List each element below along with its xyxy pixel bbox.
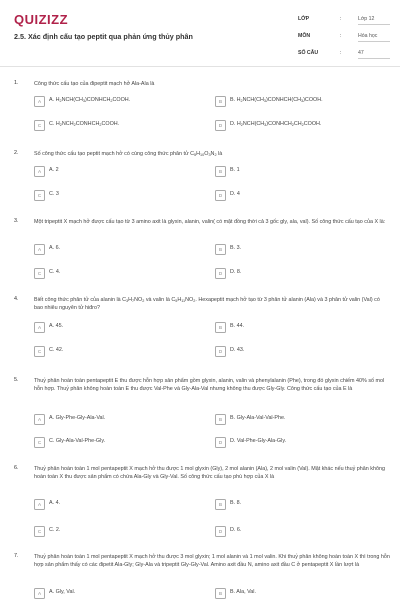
- option-text: A. 2: [49, 167, 59, 173]
- option-letter-box: C: [34, 268, 45, 279]
- option-letter-box: D: [215, 437, 226, 448]
- option-text: D. Val-Phe-Gly-Ala-Gly.: [230, 438, 287, 444]
- option-letter-box: A: [34, 244, 45, 255]
- meta-key: LỚP: [298, 16, 310, 22]
- option-text: A. Gly-Phe-Gly-Ala-Val.: [49, 415, 106, 421]
- answer-option-a[interactable]: [34, 413, 192, 424]
- answer-option-b[interactable]: [215, 498, 373, 509]
- question-text: Công thức cấu tạo của đipeptit mạch hở Ala-Ala là: [34, 81, 155, 87]
- answer-option-c[interactable]: [34, 267, 192, 278]
- question-text: Một tripeptit X mạch hở được cấu tạo từ 3 amino axit là glyxin, alanin, valin( có mặt đồng thời cả 3 gốc gly, ala, val). Số công thức cấu tạo của X là:: [34, 219, 386, 225]
- answer-option-d[interactable]: [215, 525, 373, 536]
- question-text: Biết công thức phân tử của alanin là $C_3H_7NO_2$ và valin là $C_5H_{11}NO_2$. Hexapeptit mạch hở tạo từ 3 phân tử alanin (Ala) và 3 phân tử valin (Val) có bao nhiêu nguyên tử hiđro?: [34, 297, 380, 311]
- question-number: 3.: [14, 218, 19, 224]
- answer-option-c[interactable]: [34, 525, 192, 536]
- answer-option-d[interactable]: [215, 189, 373, 200]
- question-number: 7.: [14, 553, 19, 559]
- answer-option-b[interactable]: [215, 321, 373, 332]
- option-letter-box: D: [215, 268, 226, 279]
- question-number: 2.: [14, 150, 19, 156]
- option-letter-box: B: [215, 588, 226, 599]
- option-text: A. 6.: [49, 245, 61, 251]
- option-letter-box: D: [215, 526, 226, 537]
- option-letter-box: D: [215, 346, 226, 357]
- option-text: A. Gly, Val.: [49, 589, 76, 595]
- option-letter-box: A: [34, 322, 45, 333]
- answer-option-d[interactable]: [215, 119, 373, 130]
- option-letter-box: A: [34, 414, 45, 425]
- option-text: D. 8.: [230, 269, 242, 275]
- option-text: B. 3.: [230, 245, 242, 251]
- option-text: D. 6.: [230, 527, 242, 533]
- page-title: 2.5. Xác định cấu tạo peptit qua phản ứng thủy phân: [14, 32, 193, 41]
- meta-row-class: [298, 10, 390, 27]
- header-divider: [0, 66, 400, 67]
- option-letter-box: C: [34, 120, 45, 131]
- answer-option-b[interactable]: [215, 243, 373, 254]
- meta-row-subject: [298, 27, 390, 44]
- option-letter-box: D: [215, 120, 226, 131]
- question-text: Thuỷ phân hoàn toàn 1 mol pentapeptit X mạch hở thu được 3 mol glyxin; 1 mol alanin và 1 mol valin. Khi thuỷ phân không hoàn toàn X thì trong hỗn hợp sản phẩm thấy có các đipetit Ala-Gly; Gly-Ala và tripeptit Gly-Gly-Val. Amino axit đầu N, amino axit đầu C ở pentapeptit X lần lượt là: [34, 554, 390, 568]
- meta-value: Hóa học: [358, 33, 390, 42]
- answer-option-b[interactable]: [215, 95, 373, 106]
- answer-option-a[interactable]: [34, 165, 192, 176]
- question-number: 4.: [14, 296, 19, 302]
- answer-option-c[interactable]: [34, 189, 192, 200]
- option-letter-box: D: [215, 190, 226, 201]
- meta-colon: :: [340, 50, 342, 56]
- option-letter-box: C: [34, 190, 45, 201]
- option-text: B. 1: [230, 167, 240, 173]
- worksheet-header: [0, 0, 400, 64]
- option-text: B. Ala, Val.: [230, 589, 256, 595]
- answer-option-a[interactable]: [34, 321, 192, 332]
- meta-key: SỐ CÂU: [298, 50, 319, 56]
- quizizz-logo: QUIZIZZ: [14, 12, 69, 27]
- option-letter-box: B: [215, 166, 226, 177]
- meta-colon: :: [340, 33, 342, 39]
- answer-option-a[interactable]: [34, 95, 192, 106]
- option-letter-box: B: [215, 244, 226, 255]
- answer-option-a[interactable]: [34, 243, 192, 254]
- meta-row-question-count: [298, 44, 390, 61]
- question-number: 1.: [14, 80, 19, 86]
- question-text: Số công thức cấu tạo peptit mạch hở có cùng công thức phân tử $C_5H_{10}O_3N_2$ là: [34, 151, 223, 157]
- option-text: B. 8.: [230, 500, 242, 506]
- answer-option-a[interactable]: [34, 498, 192, 509]
- answer-option-b[interactable]: [215, 165, 373, 176]
- meta-value: 47: [358, 50, 390, 59]
- meta-key: MÔN: [298, 33, 311, 39]
- meta-value: Lớp 12: [358, 16, 390, 25]
- answer-option-c[interactable]: [34, 436, 192, 447]
- answer-option-b[interactable]: [215, 413, 373, 424]
- answer-option-b[interactable]: [215, 587, 373, 598]
- option-letter-box: A: [34, 166, 45, 177]
- answer-option-c[interactable]: [34, 119, 192, 130]
- question-text: Thuỷ phân hoàn toàn pentapeptit E thu được hỗn hợp sản phẩm gồm glyxin, alanin, valin và phenylalanin (Phe), trong đó glyxin chiếm 40% số mol hỗn hợp. Thuỷ phân không hoàn toàn E thu được Val-Phe và Gly-Ala-Val nhưng không thu được Gly-Gly. Công thức cấu tạo của E là: [34, 378, 385, 392]
- option-text: C. 42.: [49, 347, 64, 353]
- answer-option-c[interactable]: [34, 345, 192, 356]
- option-text: D. 4: [230, 191, 240, 197]
- option-text: D. $H_2NCH(CH_3)CONHCH_2CH_2COOH$.: [230, 121, 322, 127]
- option-letter-box: C: [34, 437, 45, 448]
- answer-option-d[interactable]: [215, 436, 373, 447]
- meta-colon: :: [340, 16, 342, 22]
- option-letter-box: A: [34, 96, 45, 107]
- option-letter-box: C: [34, 526, 45, 537]
- option-letter-box: B: [215, 322, 226, 333]
- option-text: A. $H_2NCH(CH_3)CONHCH_2COOH$.: [49, 97, 131, 103]
- option-text: A. 45.: [49, 323, 64, 329]
- question-text: Thuỷ phân hoàn toàn 1 mol pentapeptit X mạch hở thu được 1 mol glyxin (Gly), 2 mol alanin (Ala), 2 mol valin (Val). Mặt khác nếu thuỷ phân không hoàn toàn X thu được sản phẩm có chứa Ala-Gly và Gly-Val. Số công thức cấu tạo phù hợp của X là: [34, 466, 385, 480]
- option-letter-box: A: [34, 499, 45, 510]
- option-text: C. Gly-Ala-Val-Phe-Gly.: [49, 438, 106, 444]
- option-letter-box: A: [34, 588, 45, 599]
- answer-option-d[interactable]: [215, 345, 373, 356]
- option-letter-box: C: [34, 346, 45, 357]
- option-text: B. $H_2NCH(CH_3)CONHCH(CH_3)COOH$.: [230, 97, 323, 103]
- question-number: 5.: [14, 377, 19, 383]
- option-text: C. 3: [49, 191, 59, 197]
- answer-option-a[interactable]: [34, 587, 192, 598]
- question-number: 6.: [14, 465, 19, 471]
- answer-option-d[interactable]: [215, 267, 373, 278]
- option-text: B. Gly-Ala-Val-Val-Phe.: [230, 415, 286, 421]
- option-letter-box: B: [215, 414, 226, 425]
- option-letter-box: B: [215, 96, 226, 107]
- option-text: A. 4.: [49, 500, 61, 506]
- option-text: C. $H_2NCH_2CONHCH_2COOH$.: [49, 121, 120, 127]
- meta-table: [298, 10, 390, 61]
- option-text: C. 2.: [49, 527, 61, 533]
- option-text: D. 43.: [230, 347, 245, 353]
- option-text: B. 44.: [230, 323, 245, 329]
- option-letter-box: B: [215, 499, 226, 510]
- option-text: C. 4.: [49, 269, 61, 275]
